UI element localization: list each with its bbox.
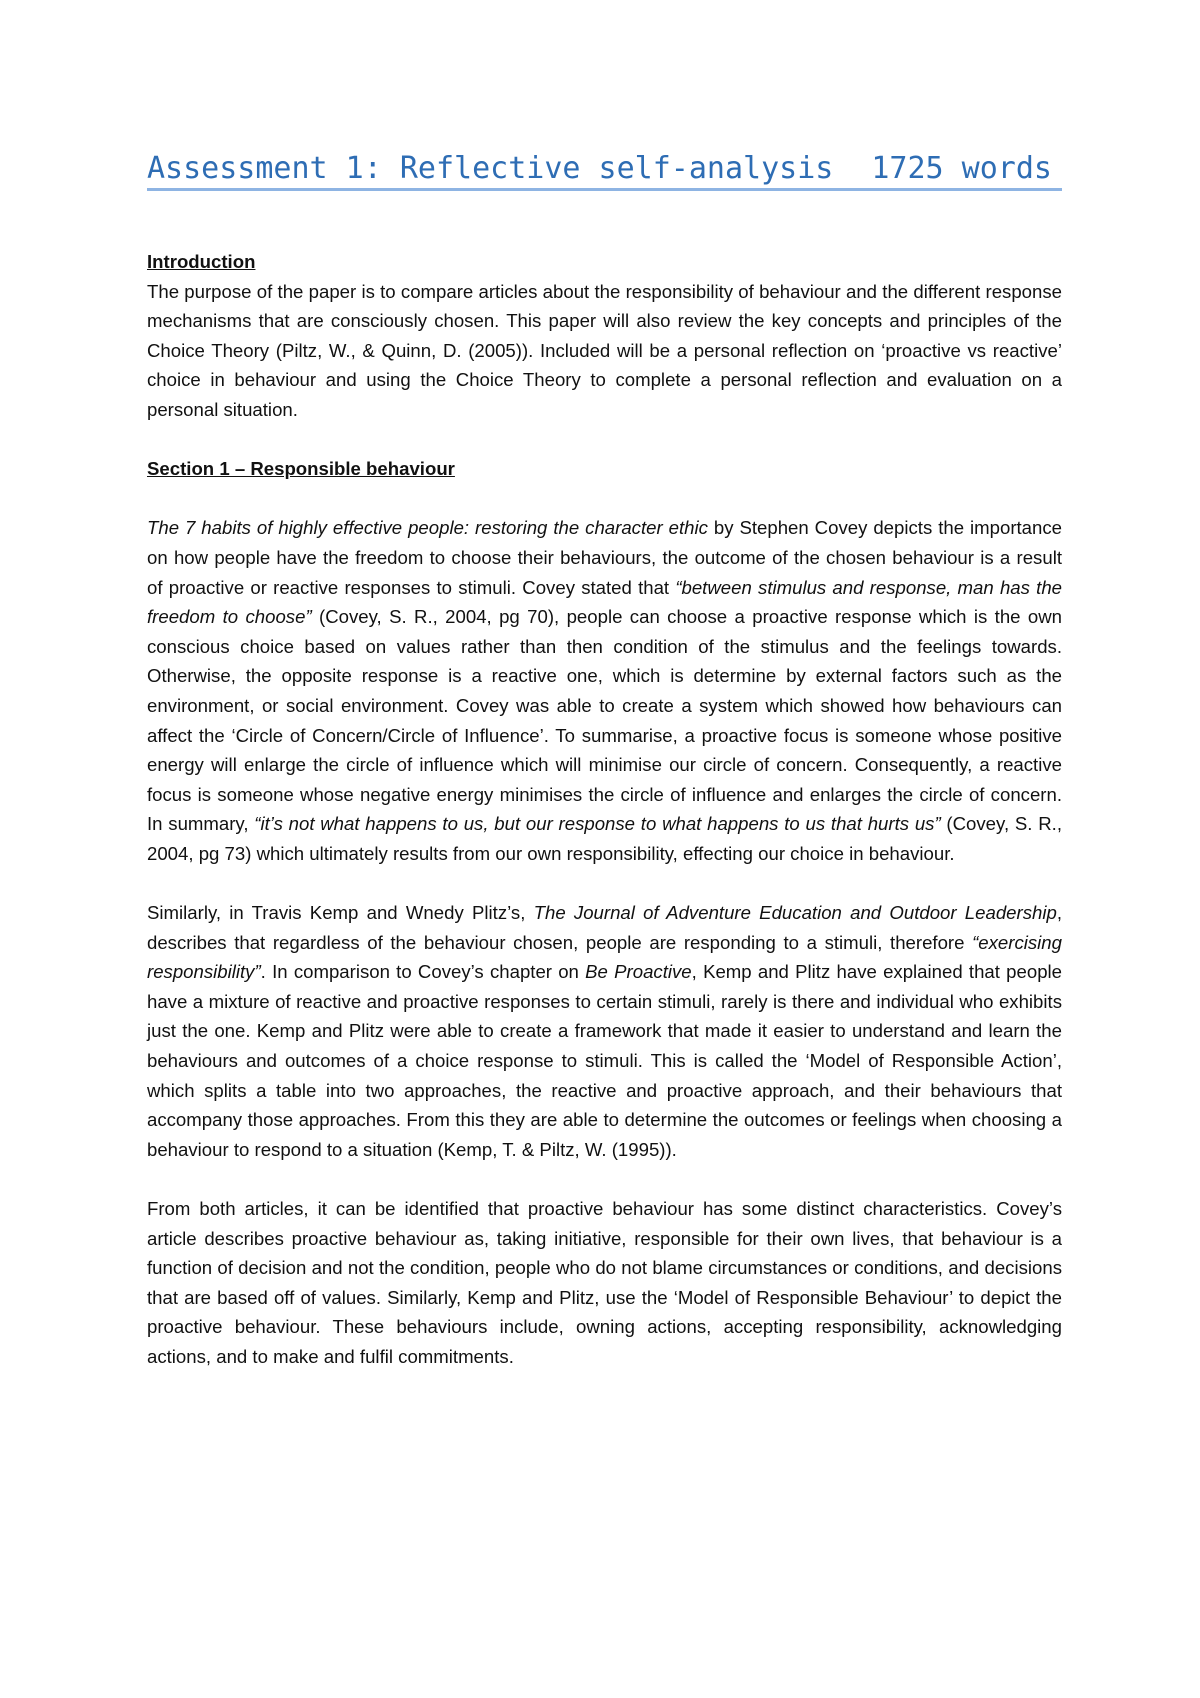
document-page bbox=[147, 140, 1062, 1372]
quote: “exercising responsibility” bbox=[147, 931, 1062, 983]
introduction-paragraph: The purpose of the paper is to compare articles about the responsibility of behaviour and the different response mechanisms that are consciously chosen. This paper will also review the key concepts and principles of the Choice Theory (Piltz, W., & Quinn, D. (2005)). Included will be a personal reflection on ‘proactive vs reactive’ choice in behaviour and using the Choice Theory to complete a personal reflection and evaluation on a personal situation. bbox=[147, 280, 1062, 420]
journal-title: The Journal of Adventure Education and Outdoor Leadership bbox=[533, 902, 1057, 924]
paragraph-text: , Kemp and Plitz have explained that people have a mixture of reactive and proactive responses to certain stimuli, rarely is there and individual who exhibits just the one. Kemp and Plitz were able to create a framework that made it easier to understand and learn the behaviours and outcomes of a choice response to stimuli. This is called the ‘Model of Responsible Action’, which splits a table into two approaches, the reactive and proactive approach, and their behaviours that accompany those approaches. From this they are able to determine the outcomes or feelings when choosing a behaviour to respond to a situation (Kemp, T. & Piltz, W. (1995)). bbox=[147, 961, 1063, 1160]
paragraph-text: , describes that regardless of the behaviour chosen, people are responding to a stimuli, therefore bbox=[147, 902, 1062, 953]
section1-paragraph-3: From both articles, it can be identified that proactive behaviour has some distinct characteristics. Covey’s article describes proactive behaviour as, taking initiative, responsible for their own lives, that behaviour is a function of decision and not the condition, people who do not blame circumstances or conditions, and decisions that are based off of values. Similarly, Kemp and Plitz, use the ‘Model of Responsible Behaviour’ to depict the proactive behaviour. These behaviours include, owning actions, accepting responsibility, acknowledging actions, and to make and fulfil commitments. bbox=[147, 1198, 1062, 1367]
section1-paragraph-2 bbox=[147, 898, 1062, 1164]
paragraph-text: (Covey, S. R., 2004, pg 73) which ultimately results from our own responsibility, effecting our choice in behaviour. bbox=[147, 813, 1062, 864]
quote: “it’s not what happens to us, but our response to what happens to us that hurts us” bbox=[254, 813, 941, 835]
book-title: The 7 habits of highly effective people: restoring the character ethic bbox=[147, 517, 708, 539]
introduction-heading: Introduction bbox=[147, 251, 256, 272]
paragraph-text: . In comparison to Covey’s chapter on bbox=[260, 961, 586, 983]
paragraph-text: by Stephen Covey depicts the importance on how people have the freedom to choose their behaviours, the outcome of the chosen behaviour is a result of proactive or reactive responses to stimuli. Covey stated that bbox=[147, 517, 1062, 598]
paragraph-text: Similarly, in Travis Kemp and Wnedy Plitz’s, bbox=[147, 902, 534, 924]
section1-paragraph-1 bbox=[147, 513, 1062, 868]
paragraph-text: (Covey, S. R., 2004, pg 70), people can choose a proactive response which is the own conscious choice based on values rather than then condition of the stimulus and the feelings towards. Otherwise, the opposite response is a reactive one, which is determine by external factors such as the environment, or social environment. Covey was able to create a system which showed how behaviours can affect the ‘Circle of Concern/Circle of Influence’. To summarise, a proactive focus is someone whose positive energy will enlarge the circle of influence which will minimise our circle of concern. Consequently, a reactive focus is someone whose negative energy minimises the circle of influence and enlarges the circle of concern. In summary, bbox=[147, 606, 1063, 835]
quote: “between stimulus and response, man has the freedom to choose” bbox=[147, 576, 1062, 628]
word-count: 1725 words bbox=[871, 151, 1052, 186]
document-title-bar bbox=[147, 140, 1062, 191]
document-title: Assessment 1: Reflective self-analysis bbox=[147, 151, 834, 186]
document-body bbox=[147, 247, 1062, 1372]
chapter-title: Be Proactive bbox=[585, 961, 692, 983]
section1-heading: Section 1 – Responsible behaviour bbox=[147, 458, 455, 480]
